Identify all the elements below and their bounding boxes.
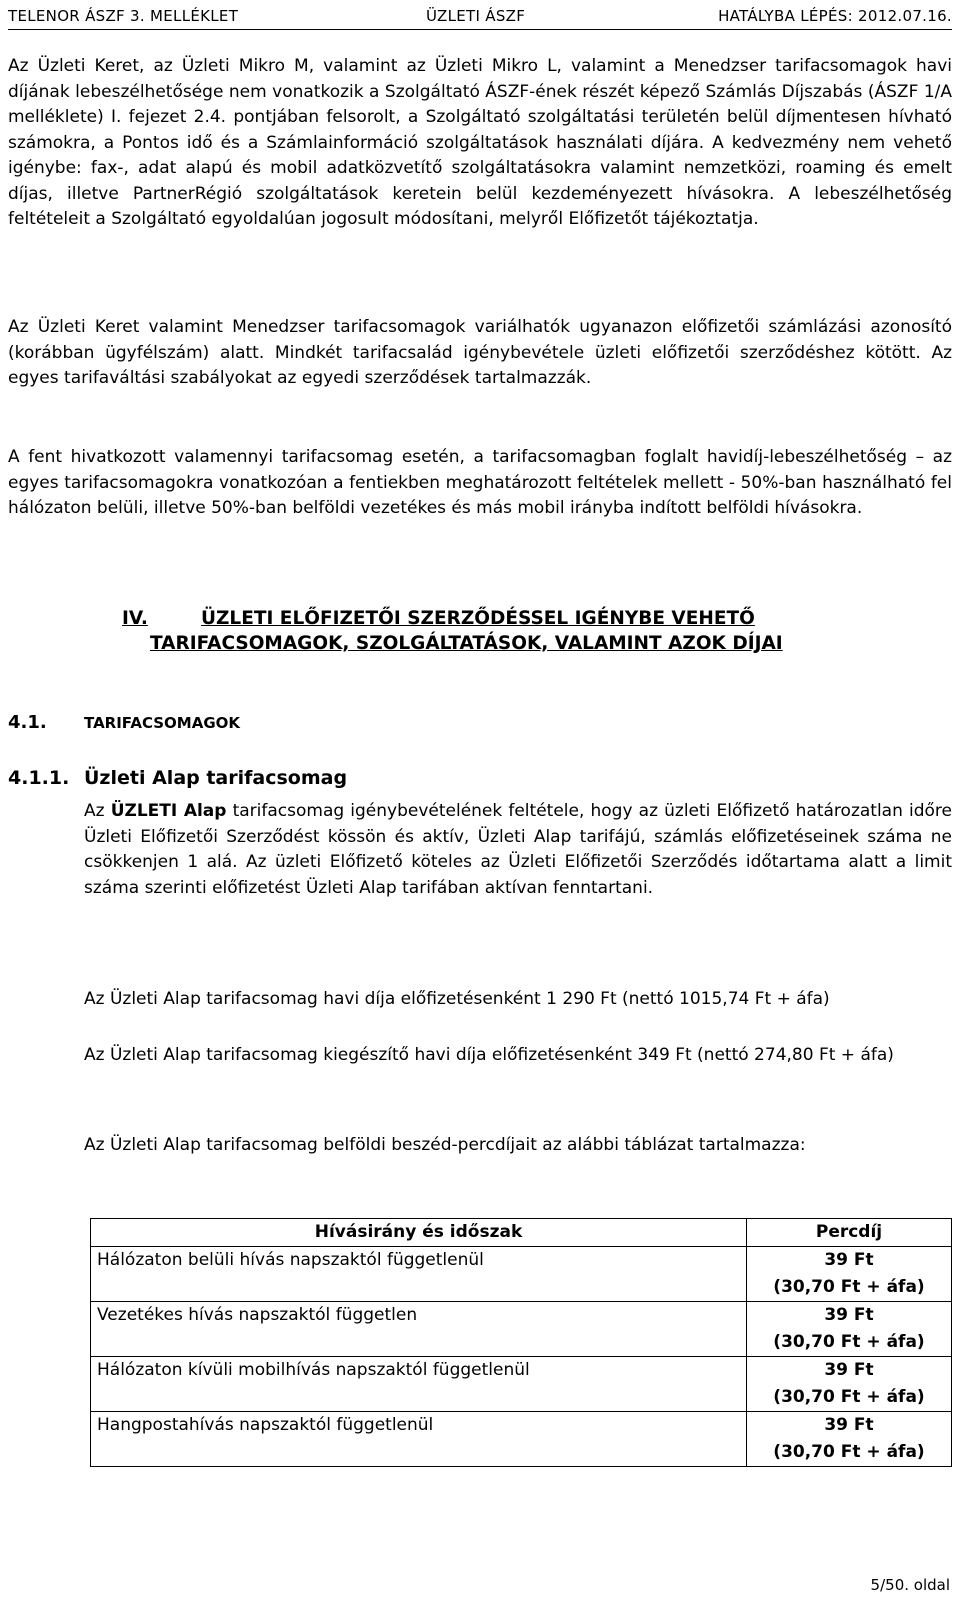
- rate-direction: Hálózaton kívüli mobilhívás napszaktól függetlenül: [91, 1357, 747, 1412]
- rate-price: 39 Ft: [824, 1360, 874, 1380]
- chapter-title-line1: ÜZLETI ELŐFIZETŐI SZERZŐDÉSSEL IGÉNYBE VEHETŐ: [201, 608, 755, 629]
- rates-table: [90, 1218, 952, 1467]
- header-effective-date: HATÁLYBA LÉPÉS: 2012.07.16.: [718, 7, 952, 25]
- rate-price-cell: [747, 1412, 952, 1467]
- rate-price: 39 Ft: [824, 1415, 874, 1435]
- paragraph-tariff-combination: Az Üzleti Keret valamint Menedzser tarifacsomagok variálhatók ugyanazon előfizetői számlázási azonosító (korábban ügyfélszám) alatt. Mindkét tarifacsalád igénybevétele üzleti előfizetői szerződéshez kötött. Az egyes tarifaváltási szabályokat az egyedi szerződések tartalmazzák.: [8, 317, 952, 388]
- rate-price: 39 Ft: [824, 1250, 874, 1270]
- rate-price-cell: [747, 1247, 952, 1302]
- header-price: Percdíj: [747, 1219, 952, 1247]
- section-title: TARIFACSOMAGOK: [84, 714, 241, 732]
- rate-price-cell: [747, 1357, 952, 1412]
- chapter-title-line2: TARIFACSOMAGOK, SZOLGÁLTATÁSOK, VALAMINT AZOK DÍJAI: [150, 633, 783, 654]
- alap-condition-text: tarifacsomag igénybevételének feltétele, hogy az üzleti Előfizető határozatlan időre Üzleti Előfizetői Szerződést kössön és aktív, Üzleti Alap tarifájú, számlás előfizetéseinek száma ne csökkenjen 1 alá. Az üzleti Előfizető köteles az Üzleti Előfizetői Szerződés időtartama alatt a limit száma szerinti előfizetést Üzleti Alap tarifában aktívan fenntartani.: [84, 801, 952, 898]
- subsection-number: 4.1.1.: [8, 767, 70, 789]
- alap-condition-intro: Az: [84, 801, 111, 821]
- rate-net-price: (30,70 Ft + áfa): [773, 1332, 925, 1352]
- section-number: 4.1.: [8, 712, 47, 733]
- rate-direction: Vezetékes hívás napszaktól független: [91, 1302, 747, 1357]
- header-document-name: TELENOR ÁSZF 3. MELLÉKLET: [8, 7, 239, 25]
- alap-condition-paragraph: [84, 799, 952, 901]
- rates-table-header-row: [91, 1219, 952, 1247]
- header-direction: Hívásirány és időszak: [91, 1219, 747, 1247]
- paragraph-usage-split: A fent hivatkozott valamennyi tarifacsomag esetén, a tarifacsomagban foglalt havidíj-lebeszélhetőség – az egyes tarifacsomagokra vonatkozóan a fentiekben meghatározott feltételek mellett - 50%-ban használható fel hálózaton belüli, illetve 50%-ban belföldi vezetékes és más mobil irányba indított belföldi hívásokra.: [8, 447, 952, 518]
- paragraph-discount-limits: Az Üzleti Keret, az Üzleti Mikro M, valamint az Üzleti Mikro L, valamint a Menedzser tarifacsomagok havi díjának lebeszélhetősége nem vonatkozik a Szolgáltató ÁSZF-ének részét képező Számlás Díjszabás (ÁSZF 1/A melléklete) I. fejezet 2.4. pontjában felsorolt, a Szolgáltató szolgáltatási területén belül díjmentesen hívható számokra, a Pontos idő és a Számlainformáció szolgáltatások használati díjára. A kedvezmény nem vehető igénybe: fax-, adat alapú és mobil adatközvetítő szolgáltatásokra valamint nemzetközi, roaming és emelt díjas, illetve PartnerRégió szolgáltatások keretein belül kezdeményezett hívásokra. A lebeszélhetőség feltételeit a Szolgáltató egyoldalúan jogosult módosítani, melyről Előfizetőt tájékoztatja.: [8, 56, 952, 229]
- rate-price: 39 Ft: [824, 1305, 874, 1325]
- rate-net-price: (30,70 Ft + áfa): [773, 1277, 925, 1297]
- page-number: 5/50. oldal: [870, 1576, 950, 1594]
- table-row: [91, 1247, 952, 1302]
- alap-supplementary-fee: Az Üzleti Alap tarifacsomag kiegészítő havi díja előfizetésenként 349 Ft (nettó 274,80 Ft + áfa): [84, 1045, 894, 1065]
- table-row: [91, 1357, 952, 1412]
- rate-price-cell: [747, 1302, 952, 1357]
- table-row: [91, 1412, 952, 1467]
- rate-direction: Hangpostahívás napszaktól függetlenül: [91, 1412, 747, 1467]
- alap-monthly-fee: Az Üzleti Alap tarifacsomag havi díja előfizetésenként 1 290 Ft (nettó 1015,74 Ft + áfa): [84, 989, 830, 1009]
- subsection-title: Üzleti Alap tarifacsomag: [84, 767, 348, 789]
- table-row: [91, 1302, 952, 1357]
- chapter-number: IV.: [122, 608, 148, 629]
- header-section-name: ÜZLETI ÁSZF: [426, 7, 526, 25]
- rate-direction: Hálózaton belüli hívás napszaktól függetlenül: [91, 1247, 747, 1302]
- rates-table-intro: Az Üzleti Alap tarifacsomag belföldi beszéd-percdíjait az alábbi táblázat tartalmazza:: [84, 1135, 806, 1155]
- rate-net-price: (30,70 Ft + áfa): [773, 1387, 925, 1407]
- page-header: [8, 7, 952, 30]
- alap-condition-package-name: ÜZLETI Alap: [110, 801, 227, 821]
- rate-net-price: (30,70 Ft + áfa): [773, 1442, 925, 1462]
